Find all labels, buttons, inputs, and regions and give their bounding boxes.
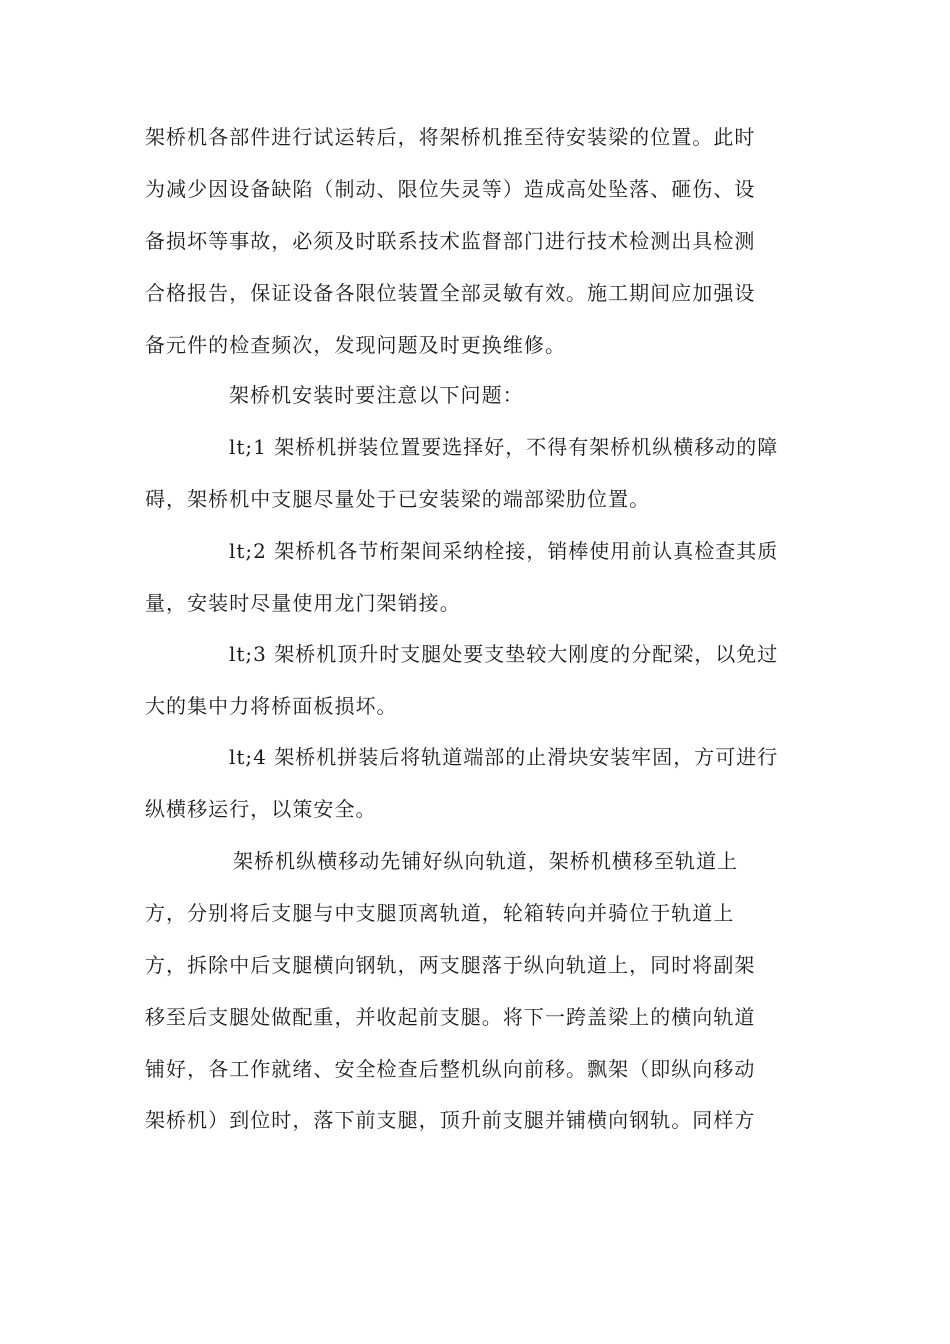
- text-line: 架桥机各部件进行试运转后，将架桥机推至待安装梁的位置。此时: [145, 125, 756, 149]
- text-line: 备损坏等事故，必须及时联系技术监督部门进行技术检测出具检测: [145, 229, 756, 253]
- text-line: 铺好，各工作就绪、安全检查后整机纵向前移。飘架（即纵向移动: [145, 1057, 756, 1081]
- text-line: lt;4 架桥机拼装后将轨道端部的止滑块安装牢固，方可进行: [229, 745, 779, 769]
- text-line: 方，分别将后支腿与中支腿顶离轨道，轮箱转向并骑位于轨道上: [145, 901, 735, 925]
- text-line: 移至后支腿处做配重，并收起前支腿。将下一跨盖梁上的横向轨道: [145, 1005, 756, 1029]
- text-line: lt;2 架桥机各节桁架间采纳栓接，销棒使用前认真检查其质: [229, 539, 779, 563]
- text-line: 量，安装时尽量使用龙门架销接。: [145, 591, 461, 615]
- text-line: 备元件的检查频次，发现问题及时更换维修。: [145, 333, 566, 357]
- text-line: 纵横移运行，以策安全。: [145, 797, 377, 821]
- text-line: 大的集中力将桥面板损坏。: [145, 694, 398, 718]
- text-line: 方，拆除中后支腿横向钢轨，两支腿落于纵向轨道上，同时将副架: [145, 953, 756, 977]
- text-line: 架桥机纵横移动先铺好纵向轨道，架桥机横移至轨道上: [233, 849, 739, 873]
- text-line: lt;1 架桥机拼装位置要选择好，不得有架桥机纵横移动的障: [229, 435, 779, 459]
- text-line: 架桥机）到位时，落下前支腿，顶升前支腿并铺横向钢轨。同样方: [145, 1108, 756, 1132]
- text-line: 架桥机安装时要注意以下问题：: [229, 383, 524, 407]
- text-line: lt;3 架桥机顶升时支腿处要支垫较大刚度的分配梁，以免过: [229, 642, 779, 666]
- text-line: 为减少因设备缺陷（制动、限位失灵等）造成高处坠落、砸伤、设: [145, 177, 756, 201]
- text-line: 碍，架桥机中支腿尽量处于已安装梁的端部梁肋位置。: [145, 487, 651, 511]
- text-line: 合格报告，保证设备各限位装置全部灵敏有效。施工期间应加强设: [145, 281, 756, 305]
